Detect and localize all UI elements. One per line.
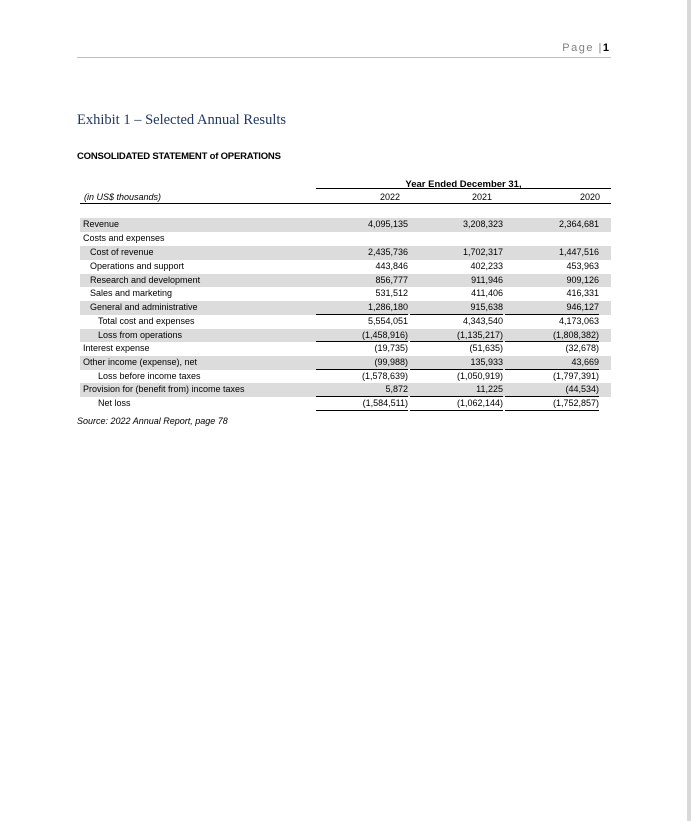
- cell-2020: 453,963: [566, 261, 599, 272]
- cell-2020: 4,173,063: [558, 315, 599, 326]
- table-row-other-income: [80, 356, 611, 370]
- year-header-2020: 2020: [579, 192, 601, 202]
- table-row-cost-of-revenue: [80, 246, 611, 260]
- cell-2020: 43,669: [505, 356, 599, 370]
- row-label: Total cost and expenses: [98, 315, 195, 326]
- row-label: Interest expense: [83, 343, 150, 354]
- table-row-costs-heading: [80, 232, 611, 246]
- table-row-sales: [80, 287, 611, 301]
- statement-title: CONSOLIDATED STATEMENT of OPERATIONS: [77, 151, 281, 162]
- cell-2022: 1,286,180: [316, 301, 408, 315]
- header-top-rule: [316, 188, 611, 189]
- row-label: Research and development: [90, 274, 201, 285]
- cell-2021: 3,208,323: [462, 219, 503, 229]
- table-row-net-loss: [80, 397, 611, 411]
- row-label: Other income (expense), net: [83, 356, 198, 367]
- row-label: Revenue: [83, 219, 120, 229]
- cell-2021: 402,233: [470, 261, 503, 272]
- cell-2020: (1,752,857): [505, 397, 599, 411]
- cell-2021: 4,343,540: [462, 315, 503, 326]
- row-label: Net loss: [98, 397, 131, 408]
- table-row-general: [80, 301, 611, 315]
- row-label: General and administrative: [90, 302, 198, 313]
- table-row-research: [80, 274, 611, 288]
- header-rule: [80, 203, 611, 204]
- table-row-interest-expense: [80, 342, 611, 356]
- table-row-loss-from-operations: [80, 329, 611, 343]
- page-edge: [687, 0, 691, 821]
- row-label: Operations and support: [90, 261, 185, 272]
- page-header: [77, 40, 611, 58]
- row-label: Cost of revenue: [90, 247, 154, 258]
- cell-2022: (1,584,511): [316, 397, 408, 411]
- row-label: Loss from operations: [98, 329, 183, 340]
- period-header: Year Ended December 31,: [405, 179, 522, 190]
- cell-2021: 1,702,317: [462, 247, 503, 258]
- page-number: Page |1: [562, 42, 609, 54]
- row-label: Costs and expenses: [83, 232, 165, 243]
- row-label: Sales and marketing: [90, 288, 173, 299]
- cell-2022: 443,846: [375, 261, 408, 272]
- row-label: Provision for (benefit from) income taxes: [83, 384, 245, 395]
- cell-2021: 911,946: [471, 274, 503, 285]
- cell-2020: 909,126: [566, 274, 599, 285]
- cell-2020: 416,331: [566, 288, 599, 299]
- table-row-operations: [80, 260, 611, 274]
- year-header-2021: 2021: [471, 192, 493, 202]
- cell-2021: 135,933: [410, 356, 503, 370]
- cell-2022: 531,512: [375, 288, 408, 299]
- cell-2022: (99,988): [316, 356, 408, 370]
- table-row-total-costs: [80, 315, 611, 329]
- cell-2021: 411,406: [471, 288, 503, 299]
- cell-2020: 946,127: [505, 301, 599, 315]
- cell-2022: 2,435,736: [367, 247, 408, 258]
- cell-2021: (1,135,217): [410, 329, 503, 343]
- exhibit-title: Exhibit 1 – Selected Annual Results: [77, 112, 287, 128]
- cell-2022: (1,458,916): [316, 329, 408, 343]
- table-row-loss-before-taxes: [80, 370, 611, 384]
- cell-2020: (1,797,391): [552, 370, 599, 381]
- cell-2021: 11,225: [410, 383, 503, 397]
- cell-2021: (1,050,919): [456, 370, 503, 381]
- cell-2020: 1,447,516: [558, 247, 599, 258]
- cell-2022: (19,735): [374, 343, 408, 354]
- cell-2022: 856,777: [375, 274, 408, 285]
- cell-2022: 5,554,051: [367, 315, 408, 326]
- cell-2020: (1,808,382): [505, 329, 599, 343]
- source-note: Source: 2022 Annual Report, page 78: [77, 416, 228, 426]
- cell-2021: (1,062,144): [410, 397, 503, 411]
- cell-2022: 5,872: [316, 383, 408, 397]
- table-row-revenue: [80, 218, 611, 232]
- cell-2021: (51,635): [469, 343, 503, 354]
- row-label: Loss before income taxes: [98, 370, 201, 381]
- cell-2022: 4,095,135: [367, 219, 408, 229]
- cell-2021: 915,638: [410, 301, 503, 315]
- cell-2020: (32,678): [565, 343, 599, 354]
- cell-2020: 2,364,681: [558, 219, 599, 229]
- units-label: (in US$ thousands): [84, 192, 162, 202]
- table-row-income-taxes: [80, 383, 611, 397]
- cell-2020: (44,534): [505, 383, 599, 397]
- statement-table: [80, 218, 611, 411]
- year-header-2022: 2022: [379, 192, 401, 202]
- cell-2022: (1,578,639): [361, 370, 408, 381]
